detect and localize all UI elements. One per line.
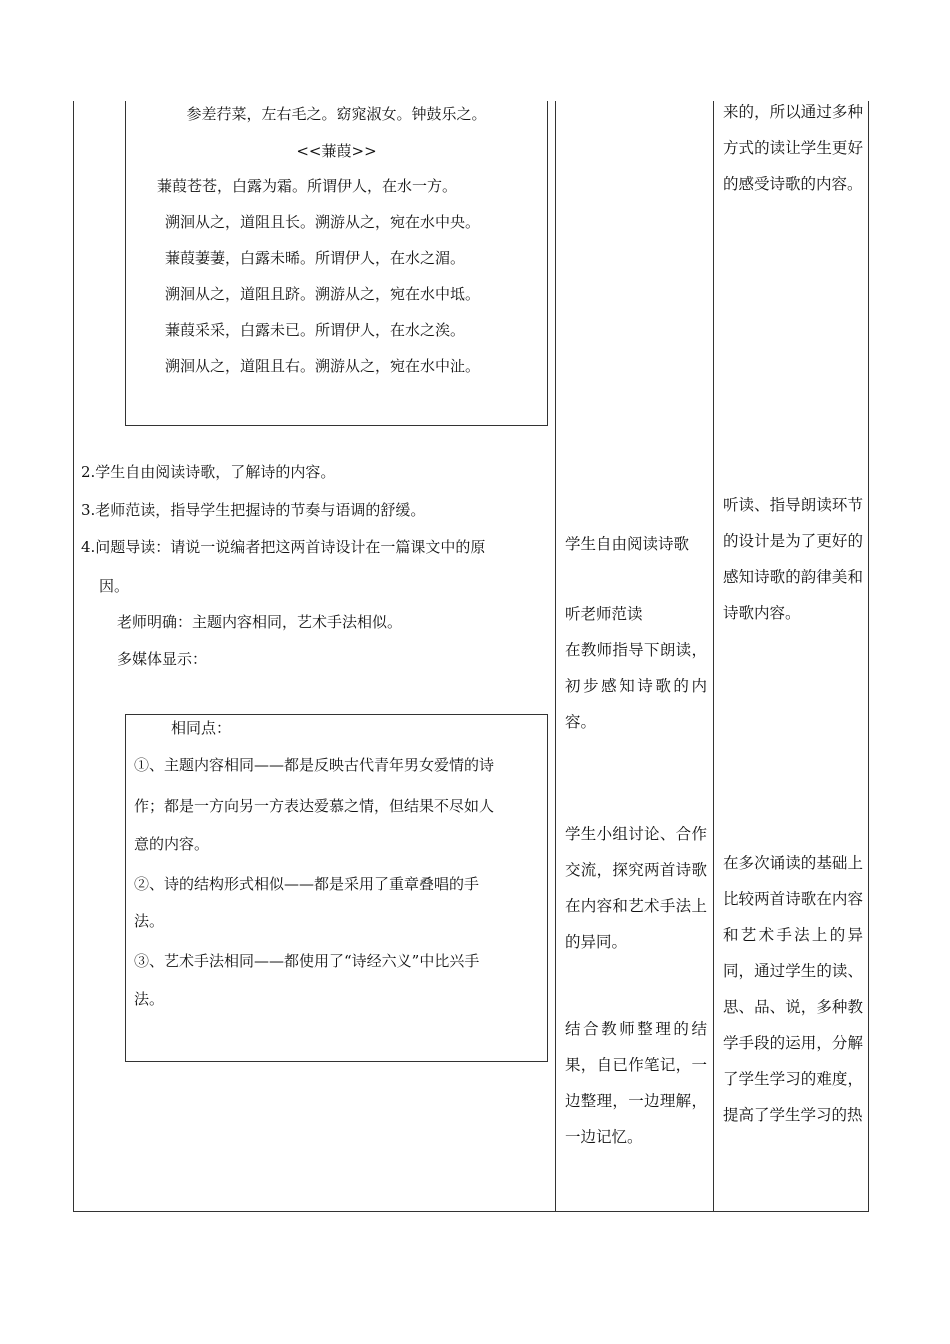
- poem-title: <<蒹葭>>: [296, 142, 377, 160]
- student-activity-5: 结合教师整理的结果，自已作笔记，一边整理，一边理解，一边记忆。: [565, 1020, 707, 1146]
- similarity-line: 意的内容。: [134, 835, 210, 853]
- design-intent-1: 来的，所以通过多种方式的读让学生更好的感受诗歌的内容。: [723, 103, 863, 193]
- poem-line: 蒹葭萋萋，白露未晞。所谓伊人，在水之湄。: [165, 249, 466, 267]
- similarity-line: 作；都是一方向另一方表达爱慕之情，但结果不尽如人: [134, 797, 495, 815]
- poem-line: 参差荇菜，左右毛之。窈窕淑女。钟鼓乐之。: [186, 105, 487, 123]
- multimedia-label: 多媒体显示：: [117, 650, 208, 668]
- teacher-clarify: 老师明确：主题内容相同，艺术手法相似。: [117, 613, 403, 631]
- column-divider-1: [555, 101, 556, 1212]
- similarity-line: ②、诗的结构形式相似——都是采用了重章叠唱的手: [134, 875, 480, 893]
- similarity-line: 法。: [134, 990, 165, 1008]
- step-2: 2.学生自由阅读诗歌，了解诗的内容。: [81, 463, 336, 481]
- poem-line: 蒹葭苍苍，白露为霜。所谓伊人，在水一方。: [157, 177, 458, 195]
- student-activity-1: 学生自由阅读诗歌: [565, 535, 690, 553]
- similarity-line: ③、艺术手法相同——都使用了“诗经六义”中比兴手: [134, 952, 480, 970]
- poem-line: 溯洄从之，道阻且跻。溯游从之，宛在水中坻。: [165, 285, 481, 303]
- similarity-line: 法。: [134, 912, 165, 930]
- step-3: 3.老师范读，指导学生把握诗的节奏与语调的舒缓。: [81, 501, 426, 519]
- step-4-cont: 因。: [99, 577, 130, 595]
- similarities-heading: 相同点：: [171, 719, 232, 737]
- design-intent-2: 听读、指导朗读环节的设计是为了更好的感知诗歌的韵律美和诗歌内容。: [723, 496, 863, 622]
- poem-line: 溯洄从之，道阻且右。溯游从之，宛在水中沚。: [165, 357, 481, 375]
- design-intent-3: 在多次诵读的基础上比较两首诗歌在内容和艺术手法上的异同，通过学生的读、思、品、说，多种教学手段的运用，分解了学生学习的难度，提高了学生学习的热: [723, 854, 863, 1124]
- student-activity-2: 听老师范读: [565, 605, 643, 623]
- student-activity-4: 学生小组讨论、合作交流，探究两首诗歌在内容和艺术手法上的异同。: [565, 825, 707, 951]
- similarity-line: ①、主题内容相同——都是反映古代青年男女爱情的诗: [134, 756, 495, 774]
- student-activity-3: 在教师指导下朗读，初步感知诗歌的内容。: [565, 641, 707, 731]
- poem-line: 蒹葭采采，白露未已。所谓伊人，在水之涘。: [165, 321, 466, 339]
- column-divider-2: [713, 101, 714, 1212]
- poem-line: 溯洄从之，道阻且长。溯游从之，宛在水中央。: [165, 213, 481, 231]
- step-4: 4.问题导读：请说一说编者把这两首诗设计在一篇课文中的原: [81, 538, 486, 556]
